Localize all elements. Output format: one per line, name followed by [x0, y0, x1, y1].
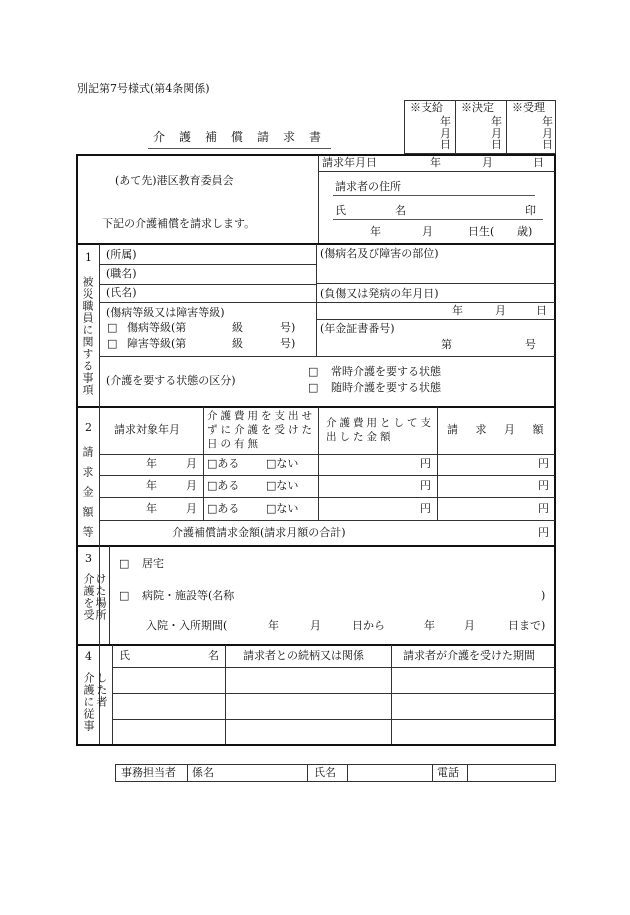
disability-grade-no: 号): [280, 337, 296, 350]
col-name-1: 氏: [119, 649, 130, 662]
stamp-label-payment: ※支給: [410, 101, 443, 114]
stamp-day: 日: [491, 138, 502, 151]
form-title: 介護補償請求書: [153, 130, 336, 144]
stamp-month: 月: [542, 126, 553, 140]
applicant-address-label: 請求者の住所: [335, 180, 401, 193]
request-year: 年: [430, 156, 441, 169]
stamp-year: 年: [491, 115, 502, 128]
row1-yes[interactable]: □ある: [207, 457, 240, 470]
title-underline: [148, 148, 331, 149]
row3-year: 年: [146, 502, 157, 515]
section-1-number: 1: [85, 251, 92, 264]
col-name-2: 名: [208, 649, 219, 662]
onset-year: 年: [452, 304, 463, 317]
form-number: 別記第7号様式(第4条関係): [77, 82, 210, 95]
age-label: 歳): [517, 225, 533, 238]
pension-go: 号: [525, 338, 536, 351]
footer-staff-label: 事務担当者: [121, 766, 176, 779]
disability-grade-unit: 級: [232, 337, 243, 350]
total-yen: 円: [538, 526, 549, 539]
grade-heading: (傷病等級又は障害等級): [106, 306, 225, 319]
period-label: 入院・入所期間(: [146, 619, 228, 632]
section-2-label: 請求金額等: [81, 446, 94, 546]
care-occasional-checkbox[interactable]: □: [308, 381, 319, 394]
period-from-month: 月: [310, 619, 321, 632]
stamp-year: 年: [542, 115, 553, 128]
section-3-label-b: けた場所: [94, 573, 107, 621]
row2-month: 月: [186, 479, 197, 492]
onset-date-label: (負傷又は発病の年月日): [320, 287, 439, 300]
address-line: [333, 195, 535, 196]
applicant-name-label-1: 氏: [335, 204, 346, 217]
home-label: 居宅: [142, 557, 164, 570]
injury-grade-no: 号): [280, 321, 296, 334]
addressee: (あて先)港区教育委員会: [115, 174, 234, 187]
facility-close: ): [541, 589, 546, 602]
stamp-month: 月: [491, 126, 502, 140]
row2-yes[interactable]: □ある: [207, 479, 240, 492]
row1-no[interactable]: □ない: [266, 457, 299, 470]
footer-section-label: 係名: [192, 766, 214, 779]
facility-label: 病院・施設等(名称: [142, 589, 235, 602]
row3-no[interactable]: □ない: [266, 502, 299, 515]
care-always-label: 常時介護を要する状態: [331, 365, 441, 378]
onset-day: 日: [536, 304, 547, 317]
row1-paid-yen: 円: [420, 457, 431, 470]
period-from-year: 年: [268, 619, 279, 632]
pension-dai: 第: [441, 338, 452, 351]
stamp-label-receipt: ※受理: [512, 101, 545, 114]
request-text: 下記の介護補償を請求します。: [102, 217, 256, 230]
birth-month: 月: [422, 225, 433, 238]
col-month-header: 請求対象年月: [114, 423, 180, 436]
position-label: (職名): [106, 267, 137, 280]
stamp-month: 月: [440, 126, 451, 140]
row3-paid-yen: 円: [420, 502, 431, 515]
section-2-number: 2: [85, 421, 92, 434]
col-paid-header: 介護費用として支出した金額: [326, 417, 434, 443]
stamp-label-decision: ※決定: [461, 101, 494, 114]
facility-checkbox[interactable]: □: [119, 589, 130, 602]
row2-paid-yen: 円: [420, 479, 431, 492]
row2-no[interactable]: □ない: [266, 479, 299, 492]
injury-grade-checkbox[interactable]: □: [107, 321, 118, 334]
section-4-label-a: 介護に従事: [82, 672, 95, 732]
injury-grade-unit: 級: [232, 321, 243, 334]
name-line: [333, 219, 543, 220]
pension-label: (年金証書番号): [320, 322, 395, 335]
name-label: (氏名): [106, 286, 137, 299]
row3-month: 月: [186, 502, 197, 515]
birth-year: 年: [370, 225, 381, 238]
care-occasional-label: 随時介護を要する状態: [331, 381, 441, 394]
section-1-label: 被災職員に関する事項: [81, 276, 94, 396]
care-always-checkbox[interactable]: □: [308, 365, 319, 378]
injury-name-label: (傷病名及び障害の部位): [320, 247, 439, 260]
section-4-label-b: した者: [95, 672, 108, 708]
total-label: 介護補償請求金額(請求月額の合計): [172, 526, 346, 539]
footer-phone-label: 電話: [437, 766, 459, 779]
col-period: 請求者が介護を受けた期間: [403, 649, 535, 662]
row1-month: 月: [186, 457, 197, 470]
stamp-day: 日: [542, 138, 553, 151]
section-3-label-a: 介護を受: [82, 573, 95, 621]
period-from: 日から: [352, 619, 385, 632]
row3-claim-yen: 円: [538, 502, 549, 515]
request-day: 日: [533, 156, 544, 169]
row1-year: 年: [146, 457, 157, 470]
seal-mark: 印: [525, 204, 536, 217]
period-to-month: 月: [464, 619, 475, 632]
row1-claim-yen: 円: [538, 457, 549, 470]
row2-year: 年: [146, 479, 157, 492]
row2-claim-yen: 円: [538, 479, 549, 492]
injury-grade-label: 傷病等級(第: [127, 321, 187, 334]
row3-yes[interactable]: □ある: [207, 502, 240, 515]
col-relation: 請求者との続柄又は関係: [243, 649, 364, 662]
care-state-label: (介護を要する状態の区分): [106, 374, 236, 387]
footer-name-label: 氏名: [314, 766, 336, 779]
applicant-name-label-2: 名: [395, 204, 406, 217]
stamp-day: 日: [440, 138, 451, 151]
onset-month: 月: [495, 304, 506, 317]
affiliation-label: (所属): [106, 248, 137, 261]
col-claim-header: 請 求 月 額: [447, 423, 551, 436]
disability-grade-checkbox[interactable]: □: [107, 337, 118, 350]
disability-grade-label: 障害等級(第: [127, 337, 187, 350]
request-date-label: 請求年月日: [322, 156, 377, 169]
section-3-number: 3: [85, 552, 92, 565]
col-no-pay-header: 介護費用を支出せずに介護を受けた日の有無: [207, 410, 315, 450]
stamp-year: 年: [440, 115, 451, 128]
birth-day-label: 日生(: [468, 225, 495, 238]
home-checkbox[interactable]: □: [119, 557, 130, 570]
period-to-year: 年: [424, 619, 435, 632]
period-to: 日まで): [508, 619, 546, 632]
section-4-number: 4: [85, 650, 92, 663]
request-month: 月: [482, 156, 493, 169]
